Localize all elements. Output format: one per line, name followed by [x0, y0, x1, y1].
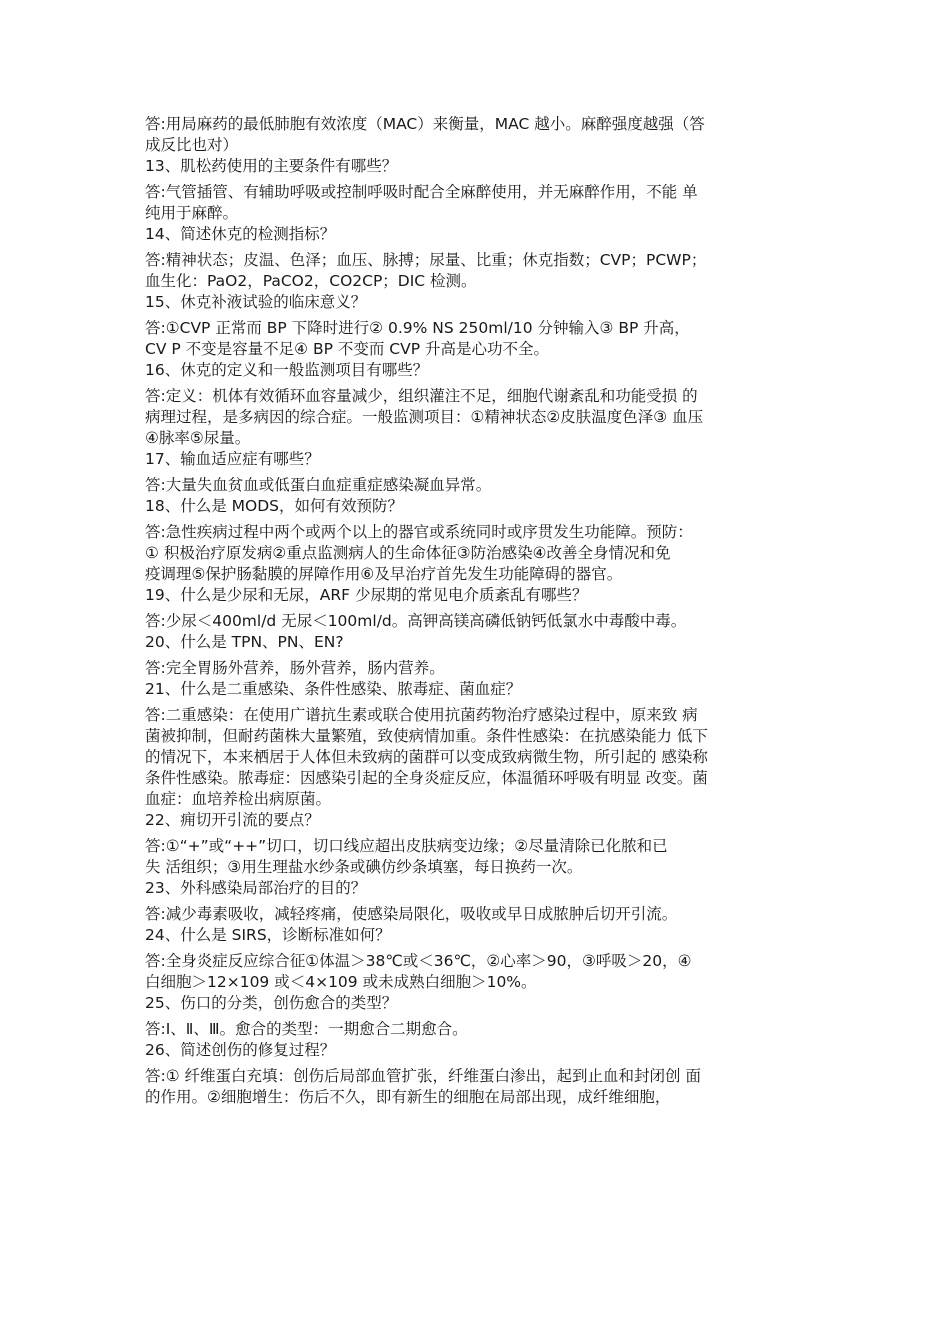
document-page [145, 114, 810, 1108]
text-line: 答:用局麻药的最低肺胞有效浓度（MAC）来衡量，MAC 越小。麻醉强度越强（答 [145, 115, 705, 133]
text-line: 26、简述创伤的修复过程？ [145, 1041, 336, 1059]
text-line: 答:减少毒素吸收，减轻疼痛，使感染局限化，吸收或早日成脓肿后切开引流。 [145, 905, 678, 923]
text-line: 19、什么是少尿和无尿，ARF 少尿期的常见电介质紊乱有哪些？ [145, 586, 588, 604]
text-line: 14、简述休克的检测指标？ [145, 225, 336, 243]
text-line: 的作用。②细胞增生：伤后不久，即有新生的细胞在局部出现，成纤维细胞， [145, 1088, 671, 1106]
text-line: 16、休克的定义和一般监测项目有哪些？ [145, 361, 429, 379]
text-line: ④脉率⑤尿量。 [145, 429, 251, 447]
text-line: 21、什么是二重感染、条件性感染、脓毒症、菌血症？ [145, 680, 522, 698]
text-line: 的情况下，本来栖居于人体但未致病的菌群可以变成致病微生物，所引起的 感染称 [145, 748, 708, 766]
text-line: 菌被抑制，但耐药菌株大量繁殖，致使病情加重。条件性感染：在抗感染能力 低下 [145, 727, 708, 745]
text-line: 纯用于麻醉。 [145, 204, 239, 222]
text-line: 答:Ⅰ、Ⅱ、Ⅲ。愈合的类型：一期愈合二期愈合。 [145, 1020, 468, 1038]
text-line: 病理过程，是多病因的综合症。一般监测项目：①精神状态②皮肤温度色泽③ 血压 [145, 408, 704, 426]
text-line: 25、伤口的分类，创伤愈合的类型？ [145, 994, 398, 1012]
text-line: 答:①“+”或“++”切口，切口线应超出皮肤病变边缘；②尽量清除已化脓和已 [145, 837, 668, 855]
text-line: 答:定义：机体有效循环血容量减少，组织灌注不足，细胞代谢紊乱和功能受损 的 [145, 387, 698, 405]
text-line: 答:气管插管、有辅助呼吸或控制呼吸时配合全麻醉使用，并无麻醉作用，不能 单 [145, 183, 698, 201]
text-line: 20、什么是 TPN、PN、EN? [145, 633, 344, 651]
text-line: 失 活组织；③用生理盐水纱条或碘仿纱条填塞，每日换药一次。 [145, 858, 583, 876]
text-line: 答:①CVP 正常而 BP 下降时进行② 0.9% NS 250ml/10 分钟输入③ BP 升高， [145, 319, 690, 337]
text-line: 22、痈切开引流的要点？ [145, 811, 320, 829]
text-line: 答:二重感染：在使用广谱抗生素或联合使用抗菌药物治疗感染过程中，原来致 病 [145, 706, 698, 724]
text-line: 17、输血适应症有哪些？ [145, 450, 320, 468]
text-line: 条件性感染。脓毒症：因感染引起的全身炎症反应，体温循环呼吸有明显 改变。菌 [145, 769, 708, 787]
text-line: ① 积极治疗原发病②重点监测病人的生命体征③防治感染④改善全身情况和免 [145, 544, 671, 562]
text-line: 13、肌松药使用的主要条件有哪些？ [145, 157, 398, 175]
text-line: 15、休克补液试验的临床意义？ [145, 293, 367, 311]
text-line: 血生化：PaO2，PaCO2，CO2CP；DIC 检测。 [145, 272, 477, 290]
text-line: 答:全身炎症反应综合征①体温＞38℃或＜36℃，②心率＞90，③呼吸＞20，④ [145, 952, 692, 970]
text-line: 答:完全胃肠外营养，肠外营养，肠内营养。 [145, 659, 445, 677]
text-line: 23、外科感染局部治疗的目的？ [145, 879, 367, 897]
text-line: 白细胞＞12×109 或＜4×109 或未成熟白细胞＞10%。 [145, 973, 537, 991]
text-line: 答:少尿＜400ml/d 无尿＜100ml/d。高钾高镁高磷低钠钙低氯水中毒酸中毒。 [145, 612, 687, 630]
text-line: 答:急性疾病过程中两个或两个以上的器官或系统同时或序贯发生功能障。预防： [145, 523, 693, 541]
text-line: 成反比也对） [145, 136, 239, 154]
text-line: 答:精神状态；皮温、色泽；血压、脉搏；尿量、比重；休克指数；CVP；PCWP； [145, 251, 707, 269]
text-line: 18、什么是 MODS，如何有效预防？ [145, 497, 403, 515]
text-line: 24、什么是 SIRS，诊断标准如何？ [145, 926, 391, 944]
text-line: 血症：血培养检出病原菌。 [145, 790, 332, 808]
text-line: 疫调理⑤保护肠黏膜的屏障作用⑥及早治疗首先发生功能障碍的器官。 [145, 565, 623, 583]
text-line: 答:大量失血贫血或低蛋白血症重症感染凝血异常。 [145, 476, 492, 494]
text-line: 答:① 纤维蛋白充填：创伤后局部血管扩张，纤维蛋白渗出，起到止血和封闭创 面 [145, 1067, 701, 1085]
text-line: CV P 不变是容量不足④ BP 不变而 CVP 升高是心功不全。 [145, 340, 549, 358]
